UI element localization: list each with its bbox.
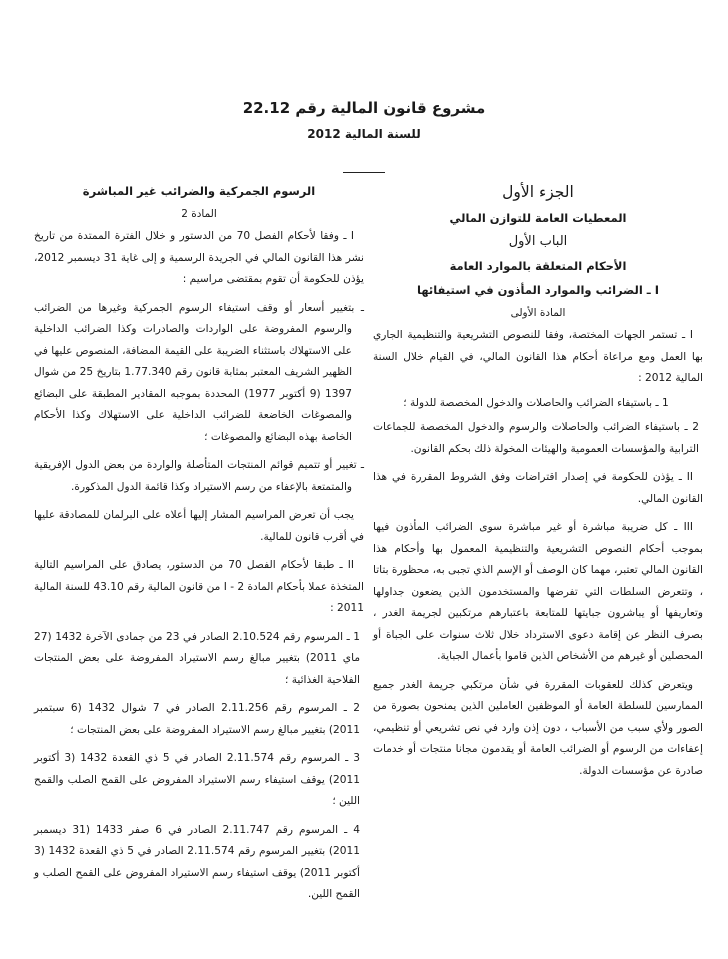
header-divider: [343, 172, 385, 173]
list-item: ـ بتغيير أسعار أو وقف استيفاء الرسوم الجمركية وغيرها من الضرائب والرسوم المفروضة على الواردات والصادرات وكذا الضرائب الداخلية على الاستهلاك باستثناء الضريبة على القيمة المضافة، المنصوص عليها في الظهير الشريف المعتبر بمثابة قانون رقم 1.77.340 بتاريخ 25 من شوال 1397 (9 أكتوبر 1977) المحددة بموجبه المقادير المطبقة على البضائع والمصوغات الخاضعة للضرائب الداخلية على الاستهلاك وكذا الأحكام الخاصة بهذه البضائع والمصوغات ؛: [34, 301, 364, 443]
list-item: 2 ـ المرسوم رقم 2.11.256 الصادر في 7 شوال 1432 (6 سبتمبر 2011) بتغيير مبالغ رسم الاستيراد المفروضة على بعض المنتجات ؛: [34, 702, 360, 736]
list-item: 1 ـ باستيفاء الضرائب والحاصلات والدخول المخصصة للدولة ؛: [403, 396, 669, 409]
part-subtitle: المعطيات العامة للتوازن المالي: [449, 211, 627, 225]
document-header: [0, 96, 728, 144]
document-subtitle: للسنة المالية 2012: [307, 127, 421, 141]
paragraph: I ـ وفقا لأحكام الفصل 70 من الدستور و خلال الفترة الممتدة من تاريخ نشر هذا القانون المالي في الجريدة الرسمية و إلى غاية 31 ديسمبر 2012، يؤذن للحكومة أن تقوم بمقتضى مراسيم :: [34, 230, 364, 285]
list-item: 2 ـ باستيفاء الضرائب والحاصلات والرسوم والدخول المخصصة للجماعات الترابية والمؤسسات العمومية والهيئات المخولة ذلك بحكم القانون.: [373, 421, 699, 455]
paragraph: III ـ كل ضريبة مباشرة أو غير مباشرة سوى الضرائب المأذون فيها بموجب أحكام النصوص التشريعية والتنظيمية المعمول بها وأحكام هذا القانون المالي تعتبر، مهما كان الوصف أو الإسم الذي تجبى به، محظورة بتاتا ، وتتعرض السلطات التي تفرضها والمستخدمون الذين يضعون جداولها وتعاريفها أو يباشرون جبايتها للمتابعة باعتبارهم مرتكبين لجريمة الغدر ، بصرف النظر عن إقامة دعوى الاسترداد خلال ثلاث سنوات على الجباة أو المحصلين أو غيرهم من الأشخاص الذين قاموا بأعمال الجباية.: [373, 521, 703, 662]
list-item: 4 ـ المرسوم رقم 2.11.747 الصادر في 6 صفر 1433 (31 ديسمبر 2011) بتغيير المرسوم رقم 2.11.574 الصادر في 5 ذي القعدة 1432 (3 أكتوبر 2011) يوقف استيفاء رسم الاستيراد المفروض على القمح الصلب و القمح اللين.: [34, 823, 360, 900]
list-item: 1 ـ المرسوم رقم 2.10.524 الصادر في 23 من جمادى الآخرة 1432 (27 ماي 2011) بتغيير مبالغ رسم الاستيراد المفروضة على بعض المنتجات الفلاحية الغذائية ؛: [34, 630, 360, 686]
section-heading: الرسوم الجمركية والضرائب غير المباشرة: [82, 184, 316, 198]
chapter-subtitle: الأحكام المتعلقة بالموارد العامة: [449, 259, 627, 273]
paragraph: I ـ تستمر الجهات المختصة، وفقا للنصوص التشريعية والتنظيمية الجاري بها العمل ومع مراعاة أحكام هذا القانون المالي، في القيام خلال السنة المالية 2012 :: [373, 329, 703, 384]
paragraph: II ـ يؤذن للحكومة في إصدار اقتراضات وفق الشروط المقررة في هذا القانون المالي.: [373, 471, 703, 505]
paragraph: يجب أن تعرض المراسيم المشار إليها أعلاه على البرلمان للمصادقة عليها في أقرب قانون للمالية.: [34, 509, 364, 543]
right-column: [373, 180, 703, 789]
article-heading: المادة 2: [181, 208, 217, 220]
list-item: 3 ـ المرسوم رقم 2.11.574 الصادر في 5 ذي القعدة 1432 (3 أكتوبر 2011) يوقف استيفاء رسم الاستيراد المفروض على القمح الصلب والقمح اللين ؛: [34, 752, 360, 807]
document-title: مشروع قانون المالية رقم 22.12: [242, 99, 486, 117]
left-column: [34, 180, 364, 913]
section-heading: I ـ الضرائب والموارد المأذون في استيفائها: [417, 283, 659, 297]
article-heading: المادة الأولى: [510, 307, 566, 319]
chapter-heading: الباب الأول: [508, 234, 568, 249]
paragraph: ويتعرض كذلك للعقوبات المقررة في شأن مرتكبي جريمة الغدر جميع الممارسين للسلطة العامة أو الموظفين العاملين الذين يمنحون بصورة من الصور ولأي سبب من الأسباب ، دون إذن وارد في نص تشريعي أو تنظيمي، إعفاءات من الرسوم أو الضرائب العامة أو يقدمون مجانا منتجات أو خدمات صادرة عن مؤسسات الدولة.: [373, 678, 703, 777]
paragraph: II ـ طبقا لأحكام الفصل 70 من الدستور، يصادق على المراسيم التالية المتخذة عملا بأحكام المادة 2 - I من قانون المالية رقم 43.10 للسنة المالية 2011 :: [34, 559, 364, 614]
part-heading: الجزء الأول: [502, 183, 574, 201]
list-item: ـ تغيير أو تتميم قوائم المنتجات المتأصلة والواردة من بعض الدول الإفريقية والمتمتعة بالإعفاء من رسم الاستيراد وكذا قائمة الدول المذكورة.: [34, 459, 364, 493]
